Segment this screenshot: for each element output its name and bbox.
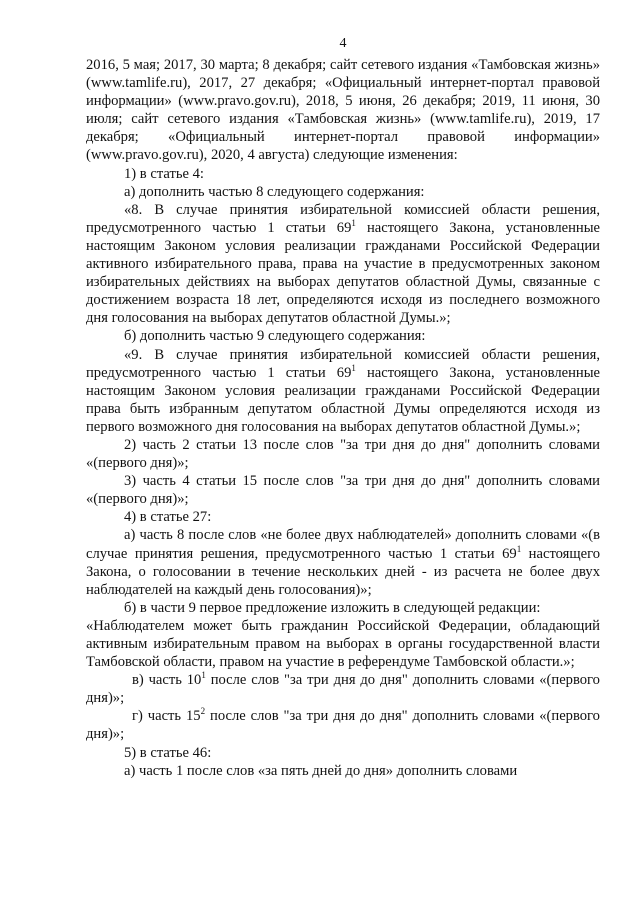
paragraph-item-2: 2) часть 2 статьи 13 после слов "за три дня до дня" дополнить словами «(первого дня)»; [86,436,600,472]
item-4a-text: а) часть 8 после слов «не более двух наблюдателей» дополнить словами «(в случае принятия решения, предусмотренного частью 1 статьи 69 [86,527,600,562]
paragraph-item-4: 4) в статье 27: [124,509,212,526]
paragraph-item-4b: б) в части 9 первое предложение изложить в следующей редакции: [124,599,541,616]
part-8-text: «8. В случае принятия избирательной комиссией области решения, предусмотренного частью 1 статьи 69 [86,201,600,236]
superscript: 2 [200,706,206,717]
paragraph-item-1b: б) дополнить частью 9 следующего содержания: [124,328,426,345]
superscript: 1 [351,217,356,228]
paragraph-item-1a: а) дополнить частью 8 следующего содержания: [124,183,425,200]
paragraph-observer: «Наблюдателем может быть гражданин Российской Федерации, обладающий активным избирательным правом на выборах в органы государственной власти Тамбовской области, правом на участие в референдуме Тамбовской области.»; [86,617,600,671]
paragraph-item-5a: а) часть 1 после слов «за пять дней до дня» дополнить словами [124,762,518,779]
paragraph-item-4v [86,671,600,707]
paragraph-part-9 [86,346,600,436]
item-4v-text: в) часть 10 [132,672,202,689]
part-9-text-cont: настоящего Закона, установленные настоящим Законом условия реализации гражданами Российской Федерации права быть избранным депутатом областной Думы определяются исходя из первого возможного дня голосования на выборах депутатов областной Думы.»; [86,364,600,435]
item-4g-text: г) часть 15 [132,708,201,725]
item-4g-text-cont: после слов "за три дня до дня" дополнить словами «(первого дня)»; [86,708,600,743]
paragraph-part-8 [86,201,600,328]
paragraph-item-3: 3) часть 4 статьи 15 после слов "за три дня до дня" дополнить словами «(первого дня)»; [86,473,600,508]
page-number: 4 [339,36,347,51]
paragraph-item-5: 5) в статье 46: [124,744,212,761]
part-8-text-cont: настоящего Закона, установленные настоящим Законом условия реализации гражданами Российской Федерации активного избирательного права, права на участие в предусмотренных законом избирательных действиях на выборах депутатов областной Думы, связанные с достижением возраста 18 лет, определяются исходя из последнего возможного дня голосования на выборах депутатов областной Думы.»; [86,219,600,327]
part-9-text: «9. В случае принятия избирательной комиссией области решения, предусмотренного частью 1 статьи 69 [86,346,600,381]
item-4v-text-cont: после слов "за три дня до дня" дополнить словами «(первого дня)»; [86,672,600,707]
paragraph-item-4a [86,526,600,598]
superscript: 1 [201,670,206,681]
superscript: 1 [351,362,356,373]
paragraph-item-4g [86,707,600,743]
superscript: 1 [516,543,522,554]
paragraph-item-1: 1) в статье 4: [124,165,204,182]
document-body [86,56,600,780]
paragraph-intro: 2016, 5 мая; 2017, 30 марта; 8 декабря; сайт сетевого издания «Тамбовская жизнь» (www.tamlife.ru), 2017, 27 декабря; «Официальный интернет-портал правовой информации» (www.pravo.gov.ru), 2018, 5 июня, 26 декабря; 2019, 11 июня, 30 июля; сайт сетевого издания «Тамбовская жизнь» (www.tamlife.ru), 2019, 17 декабря; «Официальный интернет-портал правовой информации» (www.pravo.gov.ru), 2020, 4 августа) следующие изменения: [86,57,600,164]
item-4a-text-cont: настоящего Закона, о голосовании в течение нескольких дней - из расчета не более двух наблюдателей на каждый день голосования)»; [86,545,600,598]
